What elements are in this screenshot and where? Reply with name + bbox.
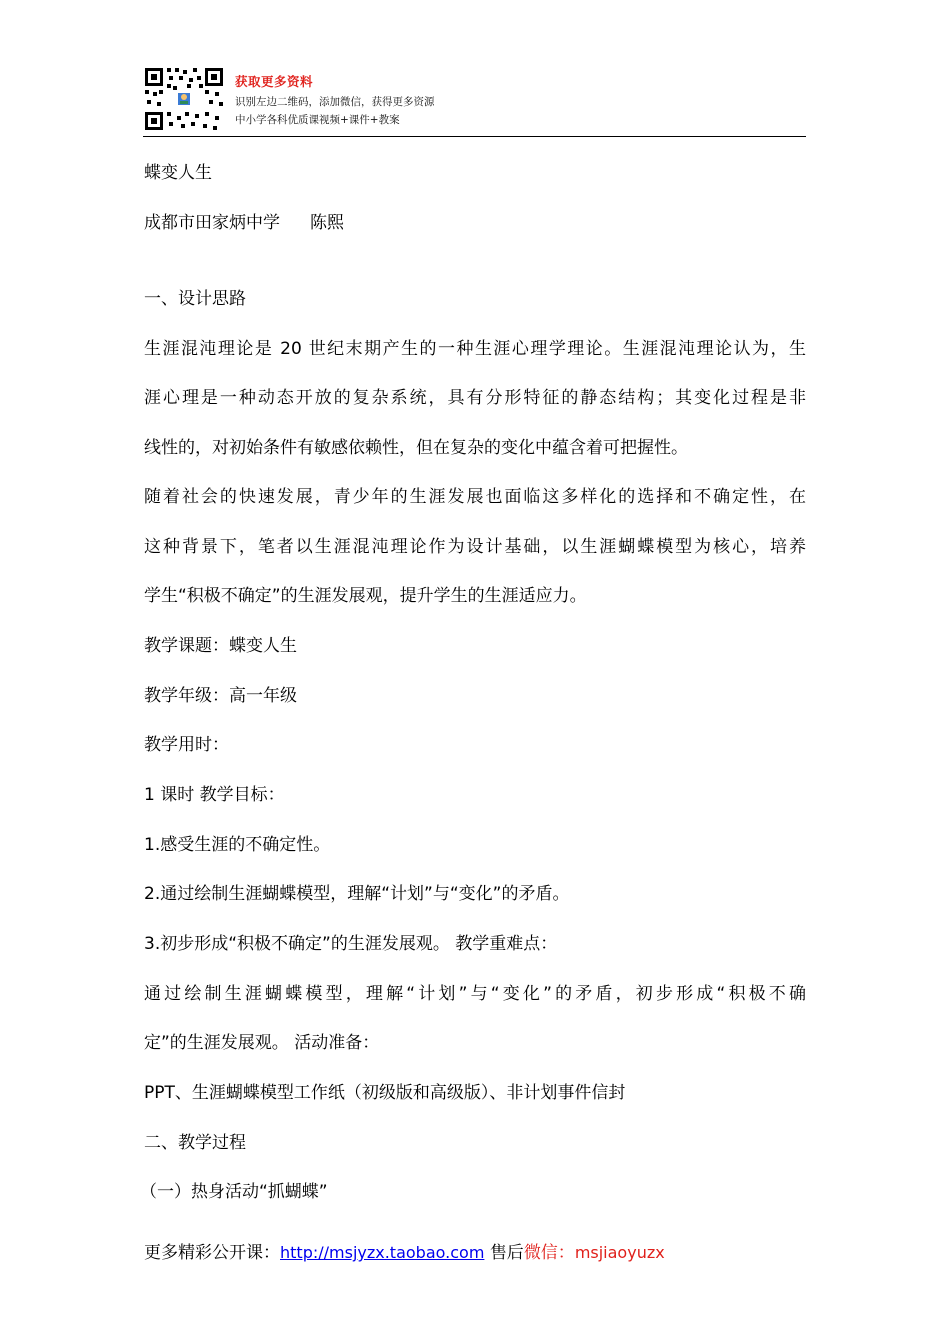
teaching-grade: 教学年级：高一年级 (144, 686, 297, 706)
paragraph-2-line-2: 这种背景下，笔者以生涯混沌理论作为设计基础，以生涯蝴蝶模型为核心，培养 (144, 537, 806, 557)
author-name: 陈熙 (310, 213, 344, 233)
section-heading-process: 二、教学过程 (144, 1133, 246, 1153)
promo-tagline: 中小学各科优质课视频+课件+教案 (235, 114, 400, 126)
key-points-line-1: 通过绘制生涯蝴蝶模型，理解“计划”与“变化”的矛盾，初步形成“积极不确 (144, 984, 806, 1004)
objective-1: 1.感受生涯的不确定性。 (144, 835, 331, 855)
document-title: 蝶变人生 (144, 163, 212, 183)
objectives-heading: 1 课时 教学目标： (144, 785, 285, 805)
section-heading-design: 一、设计思路 (144, 289, 246, 309)
footer-after-sales: 售后 (489, 1243, 524, 1263)
promo-subtitle: 识别左边二维码，添加微信，获得更多资源 (235, 96, 435, 108)
teaching-time: 教学用时： (144, 735, 229, 755)
activity-prep: PPT、生涯蝴蝶模型工作纸（初级版和高级版）、非计划事件信封 (144, 1083, 626, 1103)
paragraph-1-line-3: 线性的，对初始条件有敏感依赖性，但在复杂的变化中蕴含着可把握性。 (144, 438, 688, 458)
subsection-warmup: （一）热身活动“抓蝴蝶” (140, 1182, 328, 1202)
author-line (144, 211, 814, 235)
footer-prefix: 更多精彩公开课： (144, 1243, 280, 1263)
qr-code-icon[interactable] (143, 66, 225, 132)
author-school: 成都市田家炳中学 (144, 213, 280, 233)
page-footer (144, 1241, 665, 1265)
teaching-topic: 教学课题：蝶变人生 (144, 636, 297, 656)
footer-wechat-label: 微信： (523, 1243, 575, 1263)
promo-title: 获取更多资料 (235, 74, 314, 89)
key-points-line-2: 定”的生涯发展观。 活动准备： (144, 1033, 380, 1053)
objective-3: 3.初步形成“积极不确定”的生涯发展观。 教学重难点： (144, 934, 558, 954)
paragraph-1-line-2: 涯心理是一种动态开放的复杂系统，具有分形特征的静态结构；其变化过程是非 (144, 388, 806, 408)
footer-wechat-id: msjiaoyuzx (574, 1243, 665, 1262)
paragraph-2-line-3: 学生“积极不确定”的生涯发展观，提升学生的生涯适应力。 (144, 586, 587, 606)
promo-header (143, 66, 806, 137)
paragraph-2-line-1: 随着社会的快速发展，青少年的生涯发展也面临这多样化的选择和不确定性，在 (144, 487, 806, 507)
objective-2: 2.通过绘制生涯蝴蝶模型，理解“计划”与“变化”的矛盾。 (144, 884, 570, 904)
footer-link[interactable]: http://msjyzx.taobao.com (280, 1243, 485, 1262)
paragraph-1-line-1: 生涯混沌理论是 20 世纪末期产生的一种生涯心理学理论。生涯混沌理论认为，生 (144, 339, 806, 359)
